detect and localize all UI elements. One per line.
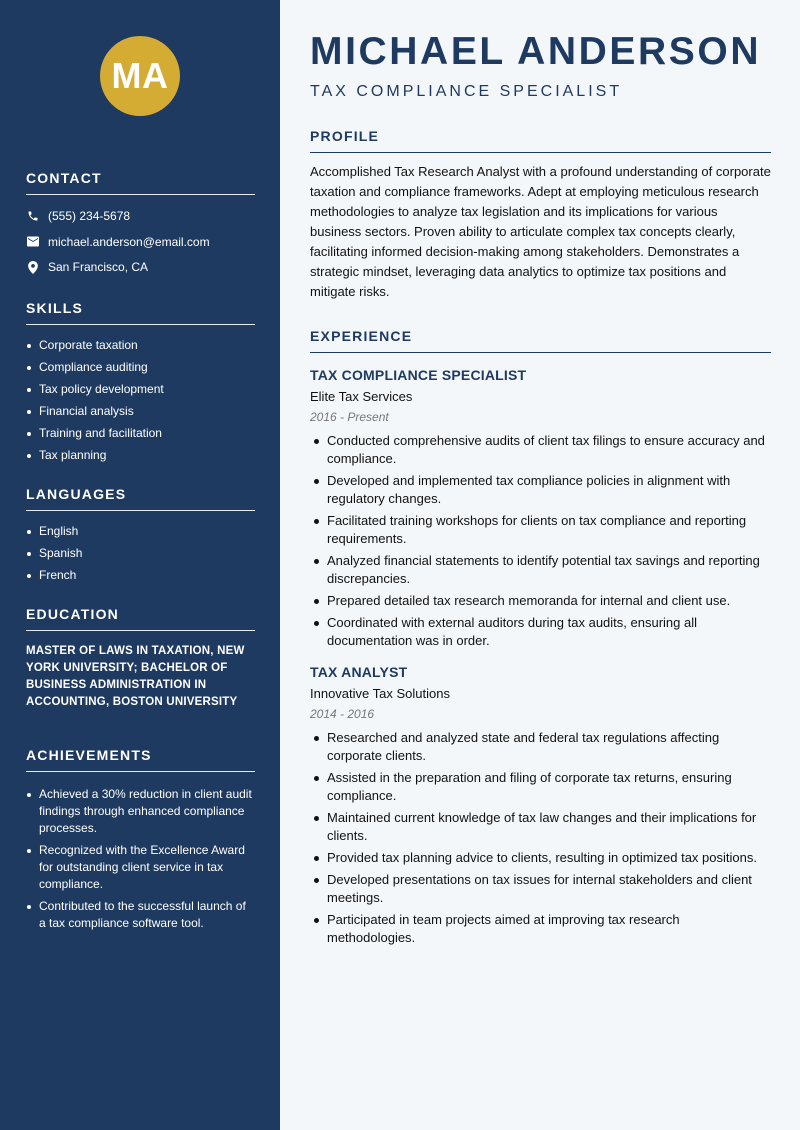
list-item: French	[26, 567, 255, 584]
list-item: Recognized with the Excellence Award for outstanding client service in tax compliance.	[26, 842, 255, 893]
list-item: Developed and implemented tax compliance policies in alignment with regulatory changes.	[310, 472, 771, 508]
languages-heading: LANGUAGES	[26, 486, 255, 511]
sidebar	[0, 0, 280, 1130]
list-item: Analyzed financial statements to identify potential tax savings and reporting discrepancies.	[310, 552, 771, 588]
profile-text: Accomplished Tax Research Analyst with a profound understanding of corporate taxation and compliance frameworks. Adept at employing meticulous research methodologies to analyze tax legislation and its implications for various business sectors. Proven ability to articulate complex tax concepts clearly, facilitating informed decision-making among stakeholders. Demonstrates a strategic mindset, leveraging data analytics to optimize tax positions and mitigate risks.	[310, 164, 771, 299]
list-item: Prepared detailed tax research memoranda for internal and client use.	[310, 592, 771, 610]
candidate-name: MICHAEL ANDERSON	[310, 30, 762, 73]
list-item: Conducted comprehensive audits of client tax filings to ensure accuracy and compliance.	[310, 432, 771, 468]
languages-section	[26, 486, 255, 584]
achievements-heading: ACHIEVEMENTS	[26, 747, 255, 772]
job-entry	[310, 367, 771, 650]
contact-heading: CONTACT	[26, 170, 255, 195]
duties-list	[310, 432, 771, 650]
experience-heading: EXPERIENCE	[310, 328, 771, 353]
contact-email	[26, 235, 255, 249]
job-title-header: TAX COMPLIANCE SPECIALIST	[310, 83, 623, 100]
list-item: Financial analysis	[26, 403, 255, 420]
education-section	[26, 606, 255, 711]
list-item: Facilitated training workshops for clients on tax compliance and reporting requirements.	[310, 512, 771, 548]
profile-section	[310, 128, 771, 302]
list-item: Spanish	[26, 545, 255, 562]
list-item: Provided tax planning advice to clients, resulting in optimized tax positions.	[310, 849, 771, 867]
profile-heading: PROFILE	[310, 128, 771, 153]
company-name: Elite Tax Services	[310, 389, 413, 404]
contact-section	[26, 170, 255, 274]
list-item: Corporate taxation	[26, 337, 255, 354]
list-item: Contributed to the successful launch of a tax compliance software tool.	[26, 898, 255, 932]
duties-list	[310, 729, 771, 947]
list-item: Tax policy development	[26, 381, 255, 398]
list-item: Tax planning	[26, 447, 255, 464]
avatar	[100, 36, 180, 116]
job-dates: 2014 - 2016	[310, 707, 375, 721]
location-pin-icon	[26, 261, 39, 274]
education-heading: EDUCATION	[26, 606, 255, 631]
list-item: Coordinated with external auditors during tax audits, ensuring all documentation was in order.	[310, 614, 771, 650]
job-entry	[310, 664, 771, 947]
list-item: Developed presentations on tax issues for internal stakeholders and client meetings.	[310, 871, 771, 907]
experience-section	[310, 328, 771, 951]
job-title: TAX ANALYST	[310, 664, 408, 680]
list-item: Researched and analyzed state and federal tax regulations affecting corporate clients.	[310, 729, 771, 765]
education-text: MASTER OF LAWS IN TAXATION, NEW YORK UNIVERSITY; BACHELOR OF BUSINESS ADMINISTRATION IN ACCOUNTING, BOSTON UNIVERSITY	[26, 645, 245, 708]
list-item: English	[26, 523, 255, 540]
languages-list	[26, 523, 255, 584]
list-item: Training and facilitation	[26, 425, 255, 442]
mail-icon	[26, 235, 39, 248]
job-title: TAX COMPLIANCE SPECIALIST	[310, 367, 527, 383]
contact-phone-text: (555) 234-5678	[48, 209, 131, 223]
achievements-list	[26, 786, 255, 932]
avatar-initials: MA	[111, 55, 169, 96]
job-dates: 2016 - Present	[310, 410, 389, 424]
skills-section	[26, 300, 255, 464]
company-name: Innovative Tax Solutions	[310, 686, 450, 701]
contact-email-text: michael.anderson@email.com	[48, 234, 210, 249]
skills-heading: SKILLS	[26, 300, 255, 325]
list-item: Assisted in the preparation and filing of corporate tax returns, ensuring compliance.	[310, 769, 771, 805]
list-item: Participated in team projects aimed at improving tax research methodologies.	[310, 911, 771, 947]
list-item: Maintained current knowledge of tax law changes and their implications for clients.	[310, 809, 771, 845]
list-item: Achieved a 30% reduction in client audit findings through enhanced compliance processes.	[26, 786, 255, 837]
contact-phone	[26, 209, 255, 223]
contact-location	[26, 260, 255, 274]
contact-location-text: San Francisco, CA	[48, 260, 149, 274]
phone-icon	[26, 210, 39, 223]
skills-list	[26, 337, 255, 464]
list-item: Compliance auditing	[26, 359, 255, 376]
achievements-section	[26, 747, 255, 932]
